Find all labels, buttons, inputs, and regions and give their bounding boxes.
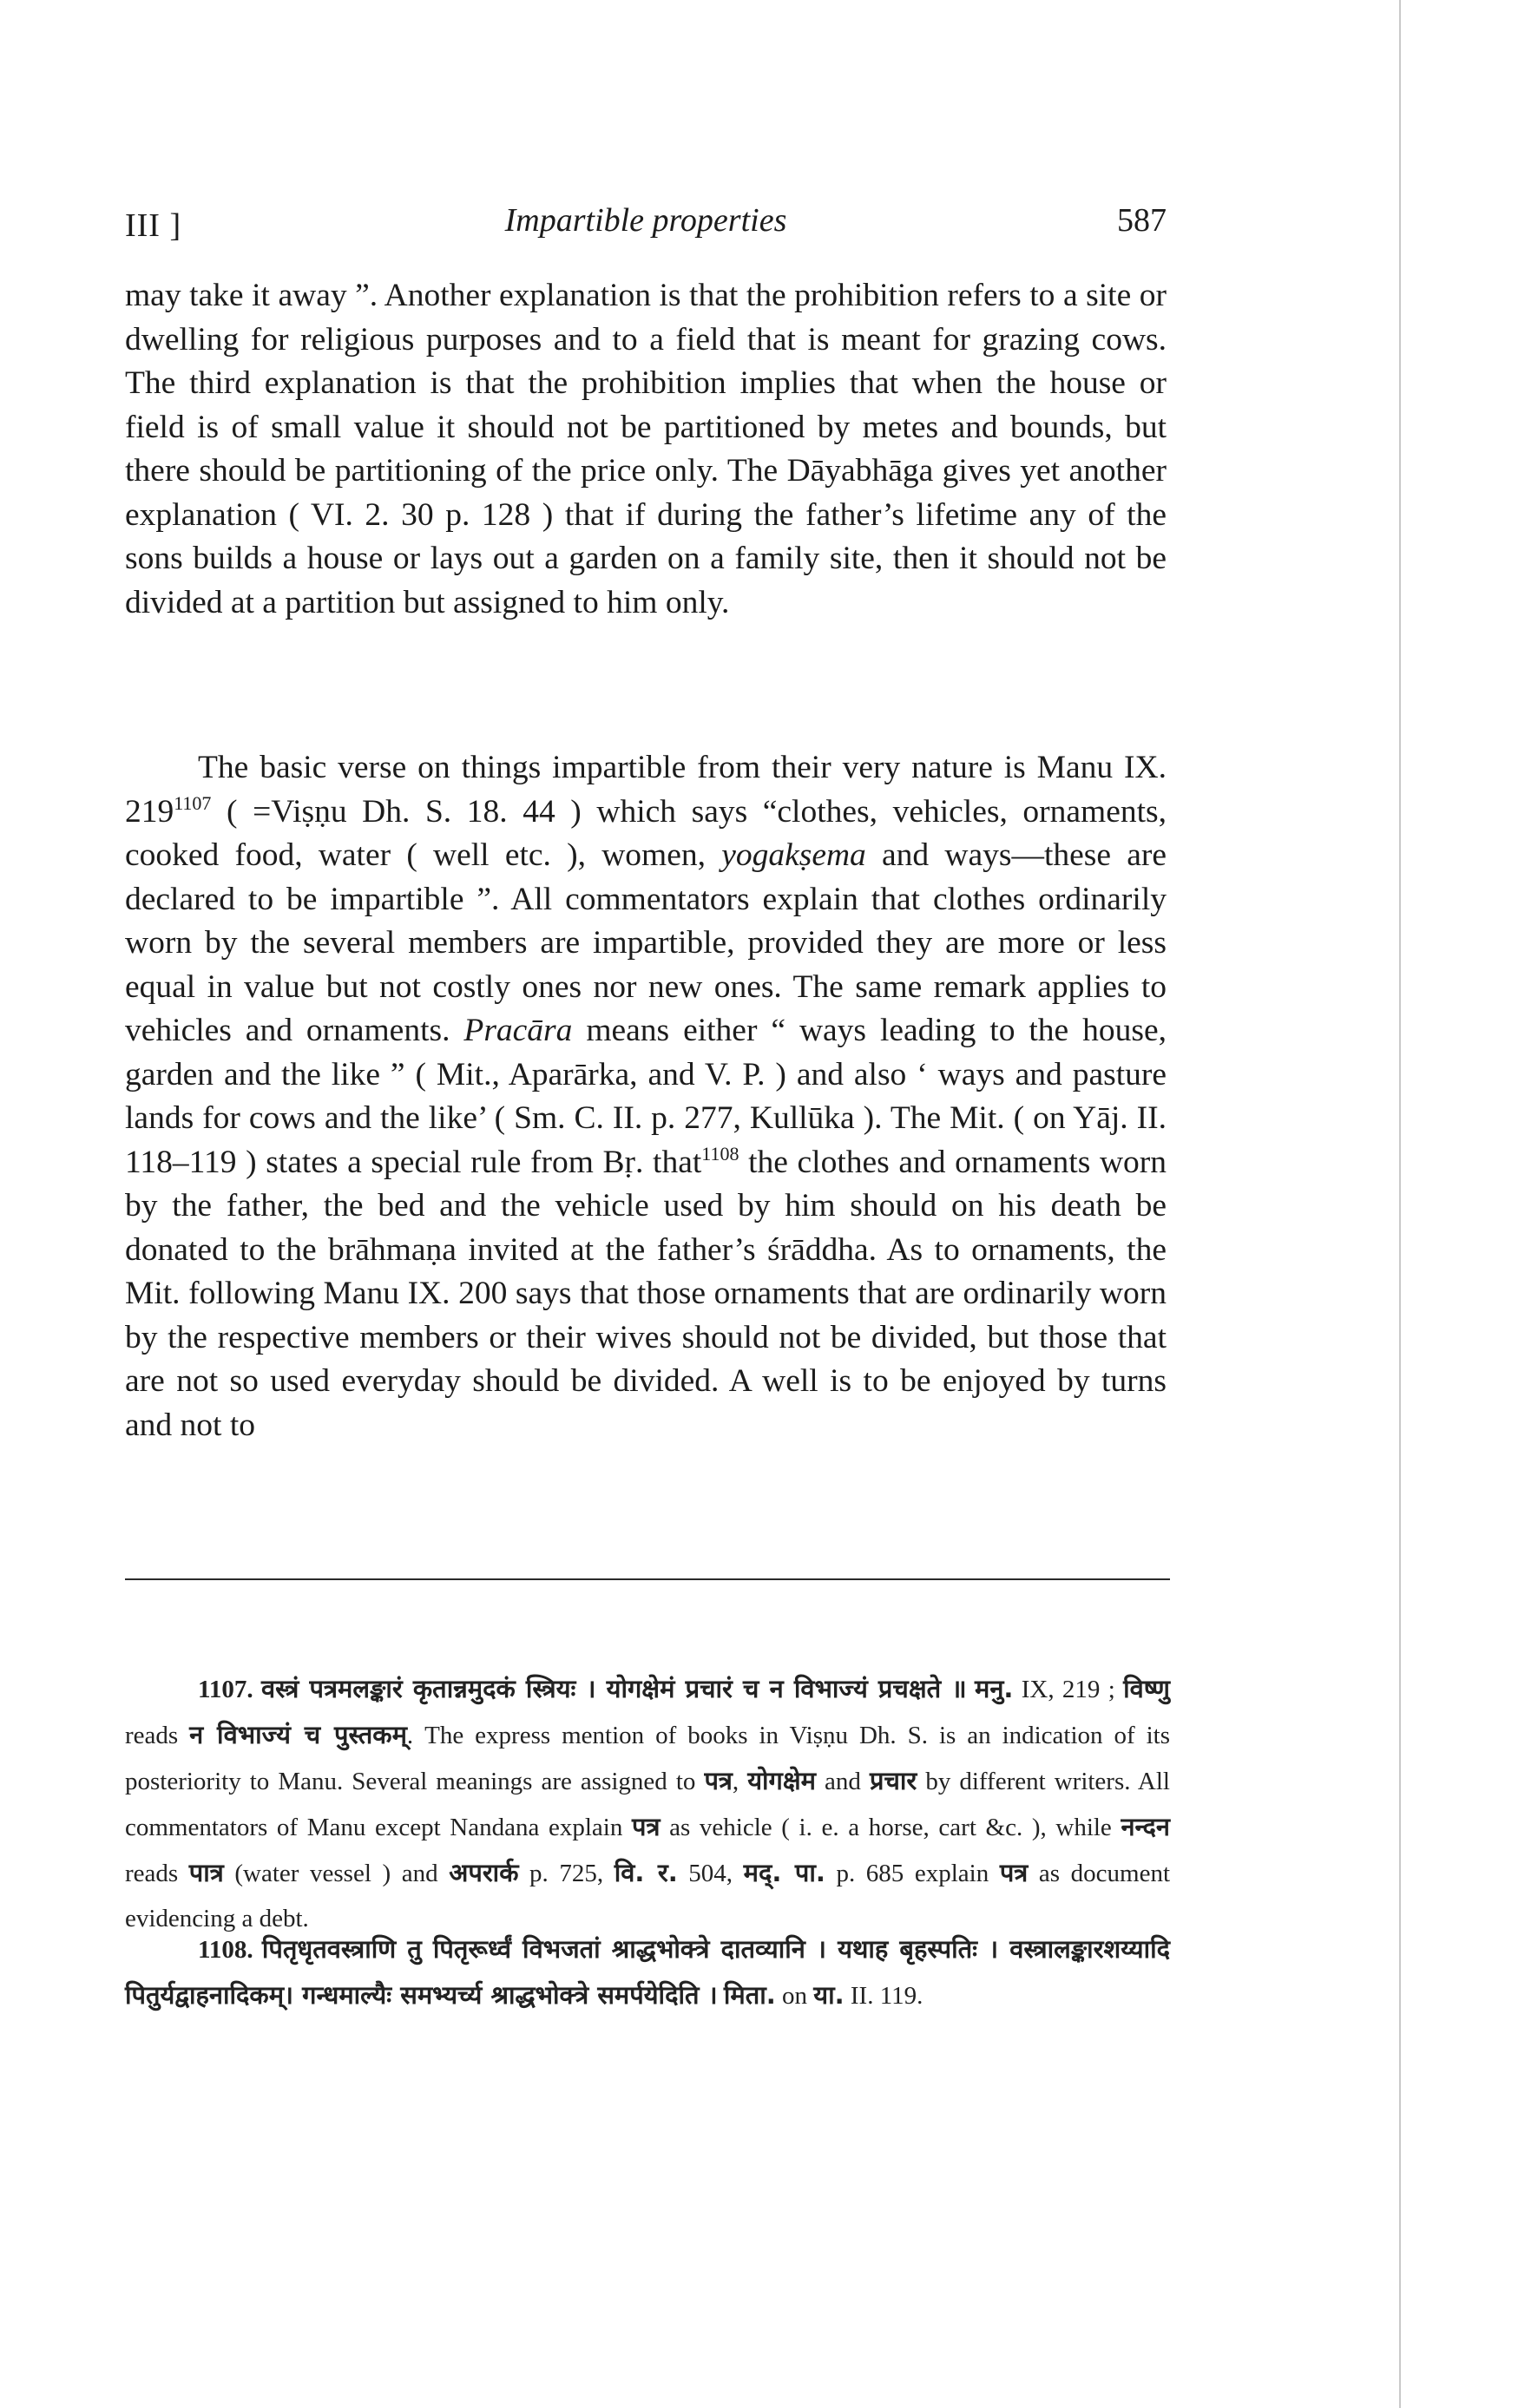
page-edge-line — [1399, 0, 1401, 2408]
dev-vira: वि. र. — [614, 1858, 678, 1887]
paragraph-1-text: may take it away ”. Another explanation is that the prohibition refers to a site or dwelling for religious purposes and to a field that is meant for grazing cows. The third explanation is that the prohibition implies that when the house or field is of small value it should not be partitioned by metes and bounds, but there should be partitioning of the price only. The Dāyabhāga gives yet another explanation ( VI. 2. 30 p. 128 ) that if during the father’s lifetime any of the sons builds a house or lays out a garden on a family site, then it should not be divided at a partition but assigned to him only. — [125, 278, 1167, 620]
fn1107-text-6: as vehicle ( i. e. a horse, cart &c. ), while — [660, 1814, 1121, 1841]
paragraph-2 — [125, 746, 1167, 1447]
running-header — [125, 201, 1167, 253]
fn1107-text-1: IX, 219 ; — [1013, 1676, 1124, 1703]
sanskrit-verse-1107: वस्त्रं पत्रमलङ्कारं कृतान्नमुदकं स्त्रियः । योगक्षेमं प्रचारं च न विभाज्यं प्रचक्षते ॥ — [260, 1674, 967, 1703]
footnote-1108 — [125, 1926, 1170, 2018]
footnote-1107-text — [125, 1666, 1170, 1941]
chapter-marker: III ] — [125, 207, 182, 244]
fn1107-text-9: p. 725, — [518, 1860, 615, 1887]
fn1108-text-1: on — [775, 1982, 814, 2010]
fn1107-text-12: as document evidencing a debt. — [125, 1860, 1171, 1932]
dev-patra-2: पत्र — [631, 1812, 661, 1841]
dev-madapa: मद्. पा. — [743, 1858, 825, 1887]
dev-mita: मिता. — [723, 1980, 776, 2010]
dev-yaa: या. — [813, 1980, 845, 2010]
sanskrit-verse-1108: पितृधृतवस्त्राणि तु पितृरूर्ध्वं विभजतां श्राद्धभोक्त्रे दातव्यानि । यथाह बृहस्पतिः । वस्त्रालङ्कारशय्यादि पितुर्यद्वाहनादिकम्। गन्धमाल्यैः समभ्यर्च्य श्राद्धभोक्त्रे समर्पयेदिति । — [125, 1934, 1170, 2010]
dev-reading: न विभाज्यं च पुस्तकम् — [189, 1720, 407, 1749]
fn1107-comma: , — [732, 1768, 748, 1795]
page-number: 587 — [1117, 202, 1167, 239]
footnote-1108-text — [125, 1926, 1170, 2018]
paragraph-1 — [125, 274, 1167, 625]
dev-pracara: प्रचार — [869, 1766, 917, 1795]
p2-text-2: ( =Viṣṇu Dh. S. 18. 44 ) which says “clothes, vehicles, ornaments, cooked food, water ( well etc. ), women, — [125, 793, 1167, 873]
dev-yogaksema: योगक्षेम — [747, 1766, 817, 1795]
footnote-1108-number: 1108. — [198, 1936, 253, 1964]
fn1107-text-5: by different writers. All commentators of Manu except Nandana explain — [125, 1768, 1170, 1841]
fn1107-text-8: (water vessel ) and — [223, 1860, 450, 1887]
footnote-ref-1107[interactable]: 1107 — [174, 791, 212, 814]
p2-text-1: The basic verse on things impartible from their very nature is Manu IX. 219 — [125, 750, 1167, 830]
paragraph-2-text — [125, 746, 1167, 1447]
footnote-ref-1108[interactable]: 1108 — [701, 1142, 739, 1165]
footnote-1107 — [125, 1666, 1170, 1941]
fn1108-text-2: II. 119. — [844, 1982, 923, 2010]
term-pracara: Pracāra — [463, 1013, 573, 1048]
dev-patra-3: पत्र — [999, 1858, 1029, 1887]
fn1107-text-11: p. 685 explain — [825, 1860, 1000, 1887]
fn1107-text-10: 504, — [677, 1860, 744, 1887]
fn1107-text-3: . The express mention of books in Viṣṇu Dh. S. is an indication of its posteriority to Manu. Several meanings are assigned to — [125, 1722, 1171, 1795]
p2-text-4: means either “ ways leading to the house, garden and the like ” ( Mit., Aparārka, and V. P. ) and also ‘ ways and pasture lands for cows and the like’ ( Sm. C. II. p. 277, Kullūka ). The Mit. ( on Yāj. II. 118–119 ) states a special rule from Bṛ. that — [125, 1013, 1167, 1180]
fn1107-text-4: and — [816, 1768, 870, 1795]
term-yogaksema: yogakṣema — [721, 837, 866, 873]
dev-nandana: नन्दन — [1121, 1812, 1170, 1841]
footnote-divider — [125, 1578, 1170, 1580]
dev-paatra: पात्र — [188, 1858, 224, 1887]
p2-text-5: the clothes and ornaments worn by the father, the bed and the vehicle used by him should on his death be donated to the brāhmaṇa invited at the father’s śrāddha. As to ornaments, the Mit. following Manu IX. 200 says that those ornaments that are ordinarily worn by the respective members or their wives should not be divided, but those that are not so used everyday should be divided. A well is to be enjoyed by turns and not to — [125, 1144, 1167, 1443]
footnote-1107-number: 1107. — [198, 1676, 253, 1703]
dev-manu: मनु. — [974, 1674, 1014, 1703]
dev-patra: पत्र — [704, 1766, 733, 1795]
dev-visnu: विष्णु — [1123, 1674, 1171, 1703]
fn1107-text-7: reads — [125, 1860, 189, 1887]
running-title: Impartible properties — [504, 202, 787, 239]
dev-apararka: अपरार्क — [449, 1858, 519, 1887]
fn1107-text-2: reads — [125, 1722, 190, 1749]
p2-text-3: and ways—these are declared to be impartible ”. All commentators explain that clothes ordinarily worn by the several members are impartible, provided they are more or less equal in value but not costly ones nor new ones. The same remark applies to vehicles and ornaments. — [125, 837, 1167, 1048]
